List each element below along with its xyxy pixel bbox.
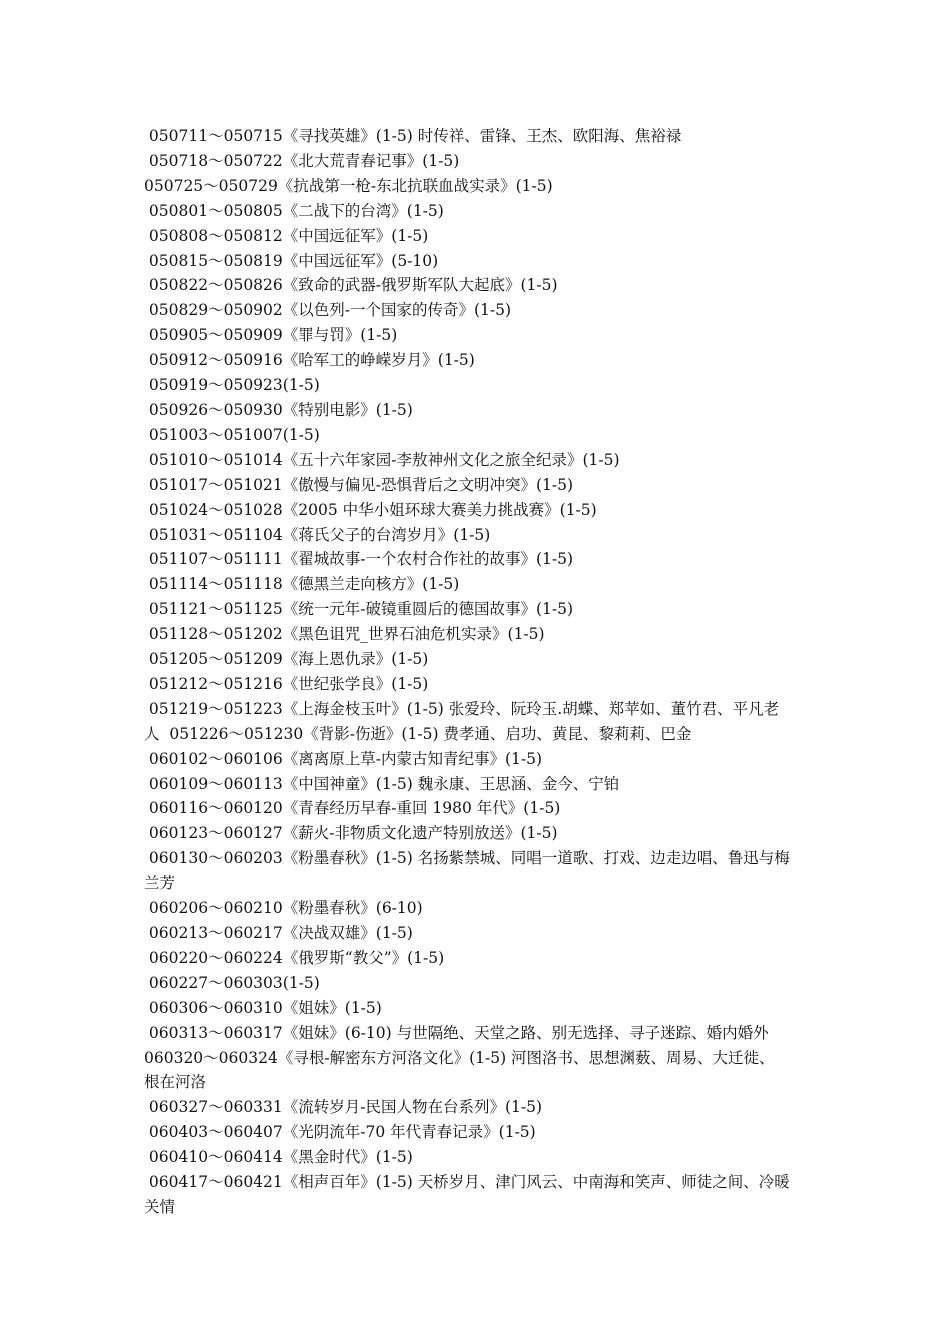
text-line: 050801～050805《二战下的台湾》(1-5) [144,201,444,220]
text-line: 050711～050715《寻找英雄》(1-5) 时传祥、雷锋、王杰、欧阳海、焦裕禄 [144,127,682,145]
text-line: 050815～050819《中国远征军》(5-10) [144,251,439,270]
text-line: 兰芳 [144,874,176,893]
text-line: 051017～051021《傲慢与偏见-恐惧背后之文明冲突》(1-5) [144,475,574,494]
text-line: 051107～051111《翟城故事-一个农村合作社的故事》(1-5) [144,550,574,569]
text-line: 060313～060317《姐妹》(6-10) 与世隔绝、天堂之路、别无选择、寻子迷踪、婚内婚外 [144,1023,769,1042]
document-body [144,124,812,1220]
text-line: 060213～060217《决战双雄》(1-5) [144,924,413,942]
text-line: 050912～050916《哈军工的峥嵘岁月》(1-5) [144,351,475,370]
text-line: 人 051226～051230《背影-伤逝》(1-5) 费孝通、启功、黄昆、黎莉莉、巴金 [144,724,692,743]
text-line: 051212～051216《世纪张学良》(1-5) [144,674,429,693]
text-line: 050718～050722《北大荒青春记事》(1-5) [144,151,460,170]
text-line: 060206～060210《粉墨春秋》(6-10) [144,899,423,918]
text-line: 051031～051104《蒋氏父子的台湾岁月》(1-5) [144,525,491,544]
text-line: 060102～060106《离离原上草-内蒙古知青纪事》(1-5) [144,749,543,768]
text-line: 060130～060203《粉墨春秋》(1-5) 名扬紫禁城、同唱一道歌、打戏、边走边唱、鲁迅与梅 [144,849,790,868]
text-line: 050905～050909《罪与罚》(1-5) [144,326,398,345]
text-line: 060227～060303(1-5) [144,973,320,992]
text-line: 060109～060113《中国神童》(1-5) 魏永康、王思涵、金今、宁铂 [144,774,620,793]
text-line: 051205～051209《海上恩仇录》(1-5) [144,650,429,669]
text-line: 051128～051202《黑色诅咒_世界石油危机实录》(1-5) [144,625,545,644]
text-line: 051219～051223《上海金枝玉叶》(1-5) 张爱玲、阮玲玉.胡蝶、郑苹如、董竹君、平凡老 [144,699,780,718]
text-line: 050725～050729《抗战第一枪-东北抗联血战实录》(1-5) [144,176,553,195]
text-line: 051003～051007(1-5) [144,425,320,444]
text-line: 060417～060421《相声百年》(1-5) 天桥岁月、津门风云、中南海和笑声、师徒之间、冷暖 [144,1173,790,1192]
text-line: 051121～051125《统一元年-破镜重圆后的德国故事》(1-5) [144,600,574,619]
text-line: 050926～050930《特别电影》(1-5) [144,400,413,419]
text-line: 050808～050812《中国远征军》(1-5) [144,226,429,245]
text-line: 根在河洛 [144,1073,207,1092]
text-line: 051024～051028《2005 中华小姐环球大赛美力挑战赛》(1-5) [144,500,597,519]
text-line: 060123～060127《薪火-非物质文化遗产特别放送》(1-5) [144,824,558,843]
text-line: 050822～050826《致命的武器-俄罗斯军队大起底》(1-5) [144,276,558,295]
text-line: 060116～060120《青春经历早春-重回 1980 年代》(1-5) [144,799,561,818]
text-line: 060220～060224《俄罗斯“教父”》(1-5) [144,948,445,967]
text-line: 050919～050923(1-5) [144,376,320,395]
text-line: 060410～060414《黑金时代》(1-5) [144,1148,413,1167]
text-line: 050829～050902《以色列-一个国家的传奇》(1-5) [144,301,512,320]
text-line: 060306～060310《姐妹》(1-5) [144,998,382,1017]
text-line: 051010～051014《五十六年家园-李敖神州文化之旅全纪录》(1-5) [144,450,620,469]
text-line: 060327～060331《流转岁月-民国人物在台系列》(1-5) [144,1098,543,1117]
text-line: 060320～060324《寻根-解密东方河洛文化》(1-5) 河图洛书、思想渊薮、周易、大迁徙、 [144,1048,775,1067]
text-line: 060403～060407《光阴流年-70 年代青春记录》(1-5) [144,1123,536,1142]
text-line: 051114～051118《德黑兰走向核方》(1-5) [144,575,460,594]
text-line: 关情 [144,1197,176,1216]
